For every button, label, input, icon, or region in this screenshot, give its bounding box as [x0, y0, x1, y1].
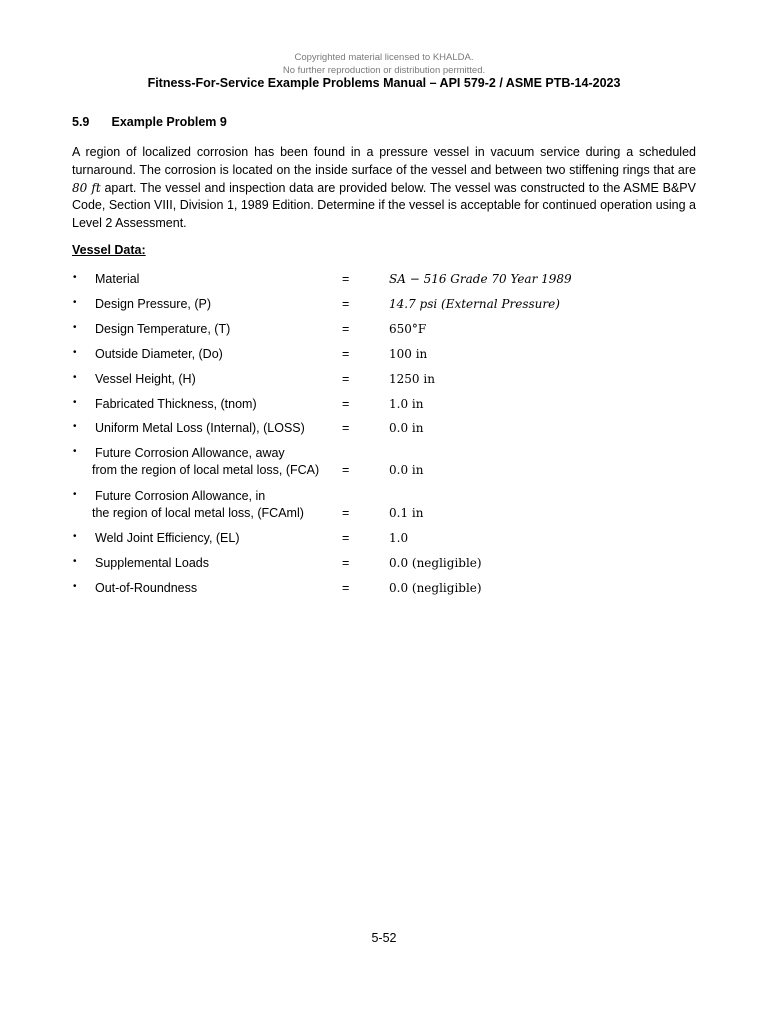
equals-sign: =: [342, 372, 350, 386]
ring-spacing-value: 80 ft: [72, 180, 101, 195]
bullet: •: [73, 297, 77, 308]
item-value: SA − 516 Grade 70 Year 1989: [389, 272, 572, 286]
item-label: Fabricated Thickness, (tnom): [95, 397, 257, 411]
item-label: Material: [95, 272, 140, 286]
bullet: •: [73, 446, 77, 457]
item-label-line2: the region of local metal loss, (FCAml): [92, 506, 304, 520]
item-value: 0.1 in: [389, 506, 424, 520]
problem-statement: [72, 144, 696, 233]
equals-sign: =: [342, 421, 350, 435]
item-label: Weld Joint Efficiency, (EL): [95, 531, 240, 545]
equals-sign: =: [342, 272, 350, 286]
item-value: 1250 in: [389, 372, 435, 386]
copyright-notice: Copyrighted material licensed to KHALDA.: [294, 52, 474, 63]
equals-sign: =: [342, 297, 350, 311]
item-label: Vessel Height, (H): [95, 372, 196, 386]
bullet: •: [73, 322, 77, 333]
section-title: Example Problem 9: [111, 115, 227, 129]
item-value: 0.0 (negligible): [389, 581, 482, 595]
page-number: 5-52: [371, 931, 397, 945]
reproduction-notice: No further reproduction or distribution permitted.: [282, 65, 486, 76]
bullet: •: [73, 372, 77, 383]
equals-sign: =: [342, 581, 350, 595]
item-label-line2: from the region of local metal loss, (FCA): [92, 463, 320, 477]
item-label: Future Corrosion Allowance, in: [95, 489, 266, 503]
item-label: Supplemental Loads: [95, 556, 209, 570]
item-label: Design Temperature, (T): [95, 322, 231, 336]
section-heading: [72, 115, 227, 129]
equals-sign: =: [342, 531, 350, 545]
equals-sign: =: [342, 397, 350, 411]
bullet: •: [73, 531, 77, 542]
item-label: Future Corrosion Allowance, away: [95, 446, 285, 460]
bullet: •: [73, 272, 77, 283]
item-label: Out-of-Roundness: [95, 581, 198, 595]
equals-sign: =: [342, 506, 350, 520]
bullet: •: [73, 556, 77, 567]
item-value: 14.7 psi (External Pressure): [389, 297, 560, 311]
item-label: Design Pressure, (P): [95, 297, 212, 311]
equals-sign: =: [342, 322, 350, 336]
bullet: •: [73, 347, 77, 358]
equals-sign: =: [342, 463, 350, 477]
problem-text-part1: A region of localized corrosion has been found in a pressure vessel in vacuum service during a scheduled turnaround. The corrosion is located on the inside surface of the vessel and between two stiffening rings that are: [72, 145, 696, 177]
item-value: 0.0 (negligible): [389, 556, 482, 570]
bullet: •: [73, 489, 77, 500]
page-header-title: Fitness-For-Service Example Problems Manual – API 579-2 / ASME PTB-14-2023: [147, 76, 621, 90]
item-label: Outside Diameter, (Do): [95, 347, 223, 361]
vessel-data-heading: Vessel Data:: [72, 243, 146, 257]
item-label: Uniform Metal Loss (Internal), (LOSS): [95, 421, 305, 435]
bullet: •: [73, 581, 77, 592]
equals-sign: =: [342, 556, 350, 570]
item-value: 0.0 in: [389, 421, 424, 435]
item-value: 0.0 in: [389, 463, 424, 477]
item-value: 650°F: [389, 322, 427, 336]
section-number: 5.9: [72, 115, 90, 129]
item-value: 1.0 in: [389, 397, 424, 411]
bullet: •: [73, 421, 77, 432]
item-value: 1.0: [389, 531, 409, 545]
problem-text-part2: apart. The vessel and inspection data are provided below. The vessel was constructed to the ASME B&PV Code, Section VIII, Division 1, 1989 Edition. Determine if the vessel is acceptable for continued operation using a Level 2 Assessment.: [72, 180, 696, 231]
equals-sign: =: [342, 347, 350, 361]
bullet: •: [73, 397, 77, 408]
item-value: 100 in: [389, 347, 428, 361]
